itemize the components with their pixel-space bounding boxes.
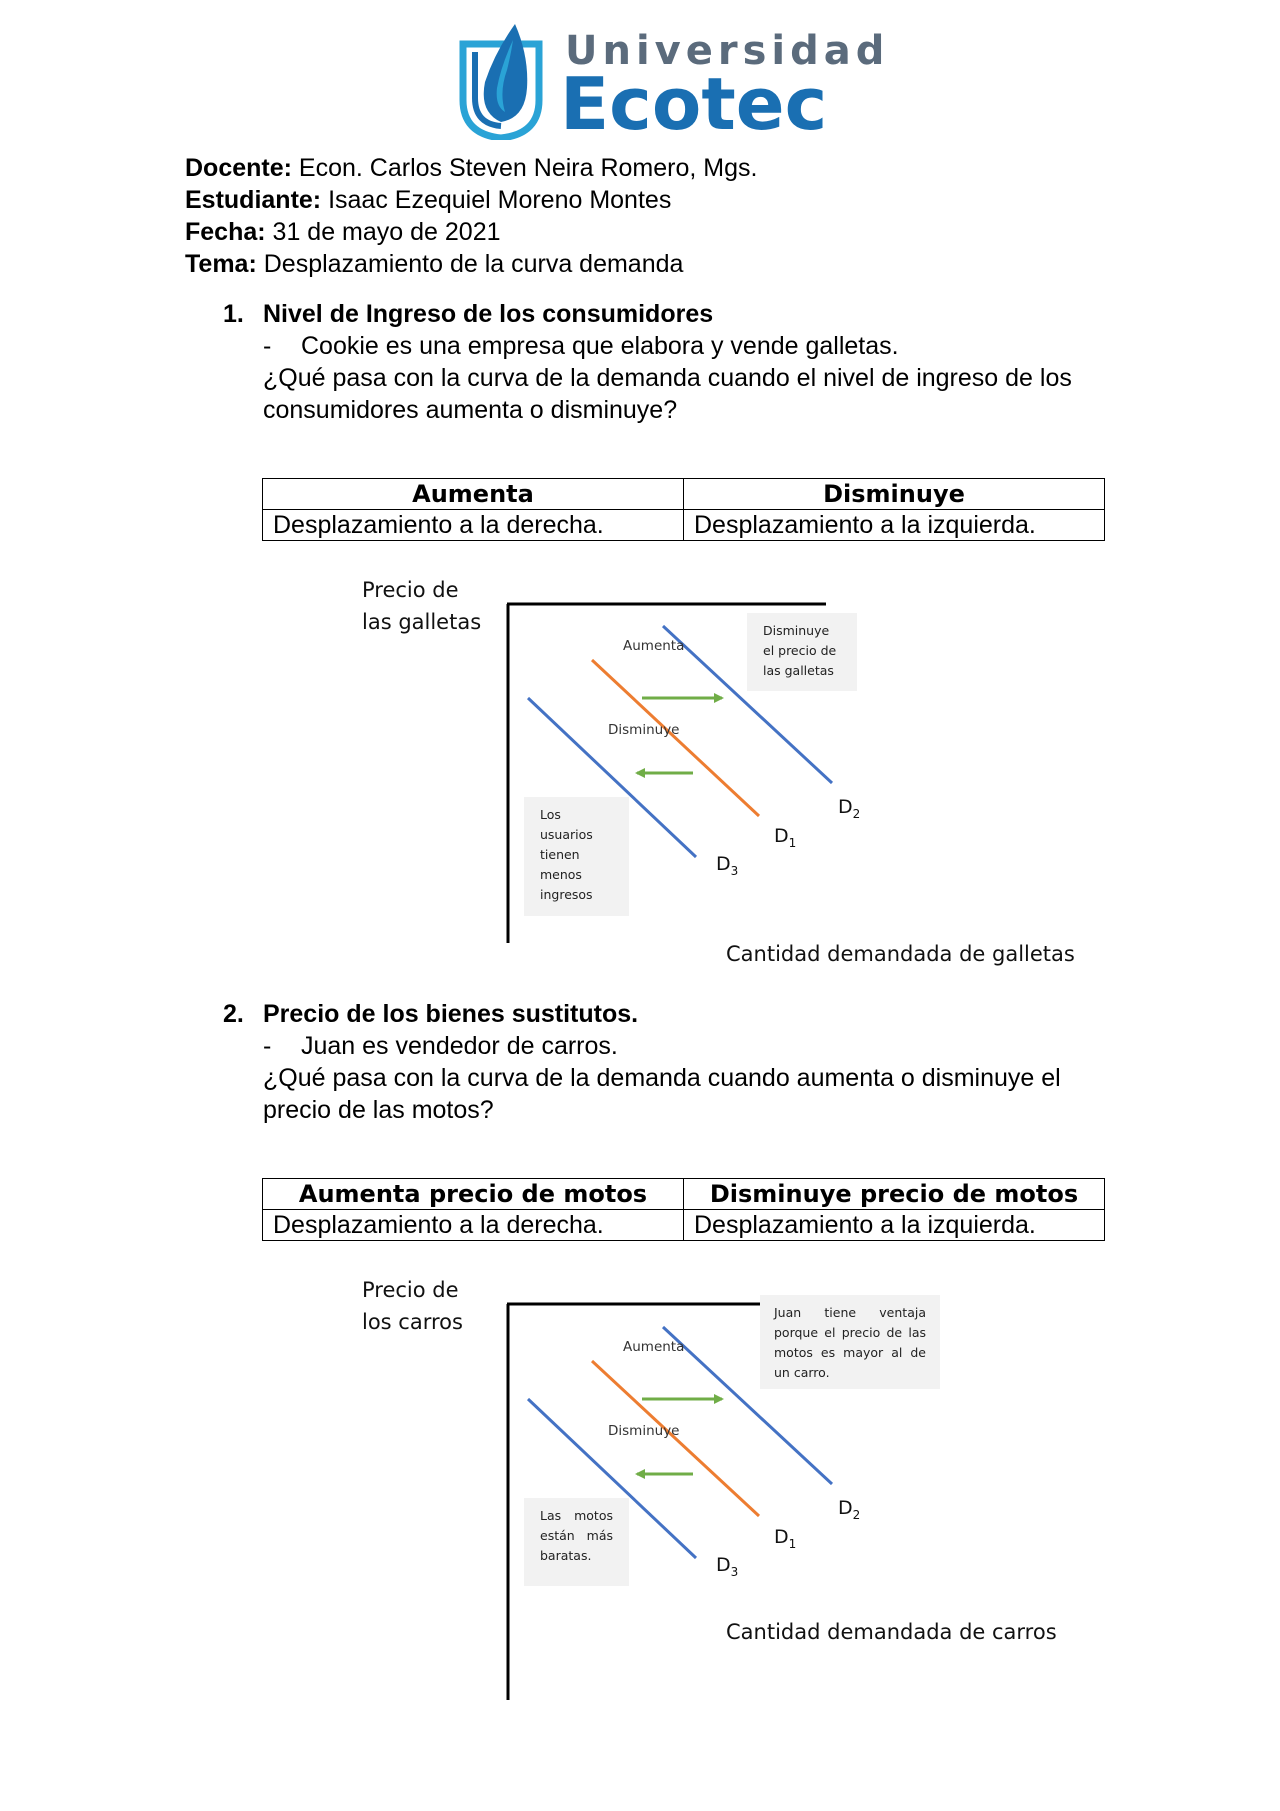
- note-line: Juan tiene ventaja: [774, 1305, 926, 1320]
- note-line: están más: [540, 1528, 613, 1543]
- chart1-d3-label: $D_3$: [716, 853, 739, 878]
- chart1-d1-label: $D_1$: [774, 825, 797, 850]
- table-cell: Desplazamiento a la izquierda.: [684, 510, 1105, 541]
- chart2-d3-label: $D_3$: [716, 1554, 739, 1579]
- table-header-cell: Aumenta: [263, 479, 684, 510]
- note-line: usuarios: [540, 827, 593, 842]
- chart1-d1-line: [592, 660, 759, 816]
- table-cell: Desplazamiento a la izquierda.: [684, 1210, 1105, 1241]
- section2-table: [262, 1178, 1105, 1241]
- table-cell: Desplazamiento a la derecha.: [263, 1210, 684, 1241]
- note-line: el precio de: [763, 643, 837, 658]
- estudiante-value: Isaac Ezequiel Moreno Montes: [328, 186, 672, 214]
- note-line: Las motos: [540, 1508, 613, 1523]
- tema-label: Tema:: [185, 250, 257, 278]
- chart2-note-left: [524, 1498, 629, 1586]
- chart2-aumenta-label: Aumenta: [623, 1339, 685, 1355]
- tema-value: Desplazamiento de la curva demanda: [263, 250, 684, 278]
- table-header-cell: Aumenta precio de motos: [263, 1179, 684, 1210]
- chart2-d1-label: $D_1$: [774, 1526, 797, 1551]
- section2-title: Precio de los bienes sustitutos.: [263, 1000, 639, 1028]
- note-line: menos: [540, 867, 582, 882]
- section2-bullet-dash: -: [263, 1032, 272, 1060]
- table-header-cell: Disminuye: [684, 479, 1105, 510]
- chart2-d2-label: $D_2$: [838, 1497, 861, 1522]
- section1-bullet-dash: -: [263, 332, 272, 360]
- chart1-d2-label: $D_2$: [838, 796, 861, 821]
- section1-bullet: Cookie es una empresa que elabora y vende galletas.: [301, 332, 899, 360]
- estudiante-label: Estudiante:: [185, 186, 322, 214]
- note-line: Disminuye: [763, 623, 830, 638]
- note-line: tienen: [540, 847, 580, 862]
- table-cell: Desplazamiento a la derecha.: [263, 510, 684, 541]
- chart1-aumenta-label: Aumenta: [623, 638, 685, 654]
- note-line: porque el precio de las: [774, 1325, 926, 1340]
- note-line: Los: [540, 807, 561, 822]
- chart2-note-right: [760, 1295, 940, 1389]
- fecha-value: 31 de mayo de 2021: [272, 218, 501, 246]
- fecha-label: Fecha:: [185, 218, 266, 246]
- docente-value: Econ. Carlos Steven Neira Romero, Mgs.: [298, 154, 758, 182]
- note-line: un carro.: [774, 1365, 830, 1380]
- chart1-note-left: [524, 797, 629, 916]
- section2-number: 2.: [223, 1000, 244, 1028]
- chart2-y-label-line2: los carros: [362, 1310, 463, 1334]
- chart1-x-label: Cantidad demandada de galletas: [726, 942, 1075, 966]
- docente-label: Docente:: [185, 154, 292, 182]
- section1-question-line2: consumidores aumenta o disminuye?: [263, 396, 678, 424]
- logo-text-universidad: Universidad: [565, 28, 890, 74]
- section2-bullet: Juan es vendedor de carros.: [301, 1032, 618, 1060]
- section2-question-line1: ¿Qué pasa con la curva de la demanda cuando aumenta o disminuye el: [263, 1064, 1061, 1092]
- section1-question-line1: ¿Qué pasa con la curva de la demanda cuando el nivel de ingreso de los: [263, 364, 1072, 392]
- section2-question-line2: precio de las motos?: [263, 1096, 494, 1124]
- chart1-disminuye-label: Disminuye: [608, 722, 680, 738]
- table-row: [263, 1210, 1105, 1241]
- table-header-row: [263, 1179, 1105, 1210]
- section1-title: Nivel de Ingreso de los consumidores: [263, 300, 714, 328]
- note-line: baratas.: [540, 1548, 592, 1563]
- chart2-disminuye-label: Disminuye: [608, 1423, 680, 1439]
- note-line: motos es mayor al de: [774, 1345, 926, 1360]
- table-header-cell: Disminuye precio de motos: [684, 1179, 1105, 1210]
- logo-text-ecotec: Ecotec: [560, 62, 828, 146]
- chart1-y-label-line2: las galletas: [362, 610, 482, 634]
- chart2-y-label-line1: Precio de: [362, 1278, 459, 1302]
- section1-number: 1.: [223, 300, 244, 328]
- chart1-y-label-line1: Precio de: [362, 578, 459, 602]
- chart1-note-right: [747, 613, 857, 691]
- note-line: ingresos: [540, 887, 593, 902]
- chart2-x-label: Cantidad demandada de carros: [726, 1620, 1057, 1644]
- note-line: las galletas: [763, 663, 834, 678]
